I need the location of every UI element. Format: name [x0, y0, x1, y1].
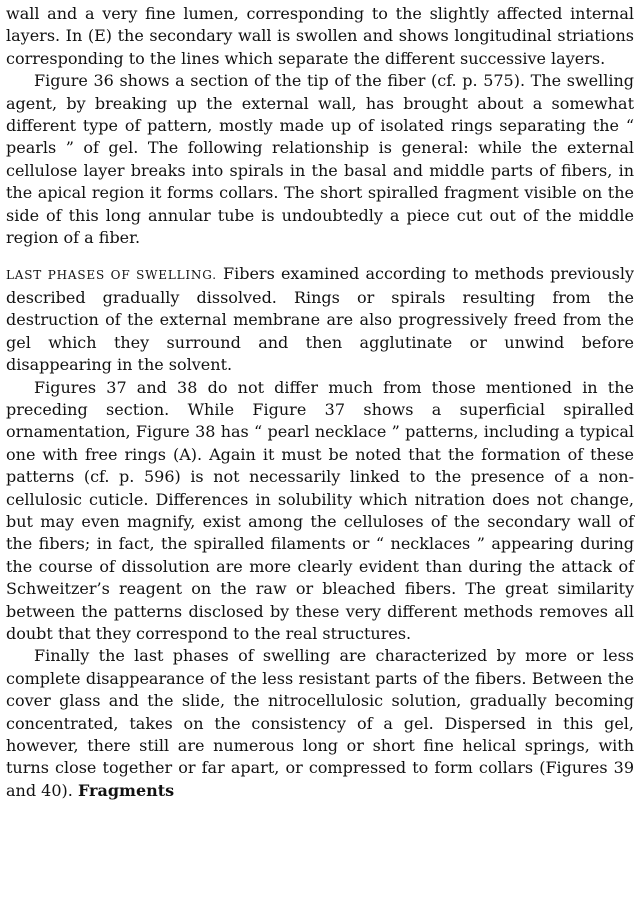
paragraph-4: Figures 37 and 38 do not differ much from those mentioned in the preceding section. While Figure 37 shows a superficial spiralled ornamentation, Figure 38 has “ pearl necklace ” patterns, including a typical one with free rings (A). Again it must be noted that the formation of these patterns (cf. p. 596) is not necessarily linked to the presence of a non-cellulosic cuticle. Differences in solubility which nitration does not change, but may even magnify, exist among the celluloses of the secondary wall of the fibers; in fact, the spiralled filaments or “ necklaces ” appearing during the course of dissolution are more clearly evident than during the attack of Schweitzer’s reagent on the raw or bleached fibers. The great similarity between the patterns disclosed by these very different methods removes all doubt that they correspond to the real structures.	[6, 377, 634, 643]
paragraph-2: Figure 36 shows a section of the tip of the fiber (cf. p. 575). The swelling agent, by breaking up the external wall, has brought about a somewhat different type of pattern, mostly made up of isolated rings separating the “ pearls ” of gel. The following relationship is general: while the external cellulose layer breaks into spirals in the basal and middle parts of fibers, in the apical region it forms collars. The short spiralled fragment visible on the side of this long annular tube is undoubtedly a piece cut out of the middle region of a fiber.	[6, 71, 634, 248]
paragraph-1: wall and a very fine lumen, corresponding to the slightly affected internal layers. In (E) the secondary wall is swollen and shows longitudinal striations corresponding to the lines which separate the different successive layers.	[6, 4, 634, 68]
paragraph-3-text: Fibers examined according to methods previously described gradually dissolved. Rings or spirals resulting from the destruction of the external membrane are also progressively freed from the gel which they surround and then agglutinate or unwind before disappearing in the solvent.	[6, 264, 634, 375]
run-in-heading-fragments: Fragments	[77, 780, 175, 800]
paragraph-3	[6, 263, 634, 376]
paragraph-5-text: Finally the last phases of swelling are characterized by more or less complete disappearance of the less resistant parts of the fibers. Between the cover glass and the slide, the nitrocellulosic solution, gradually becoming concentrated, takes on the consistency of a gel. Dispersed in this gel, however, there still are numerous long or short fine helical springs, with turns close together or far apart, or compressed to form collars (Figures 39 and 40).	[6, 646, 634, 800]
paragraph-5	[6, 645, 634, 802]
section-heading-last-phases: LAST PHASES OF SWELLING.	[6, 268, 217, 283]
